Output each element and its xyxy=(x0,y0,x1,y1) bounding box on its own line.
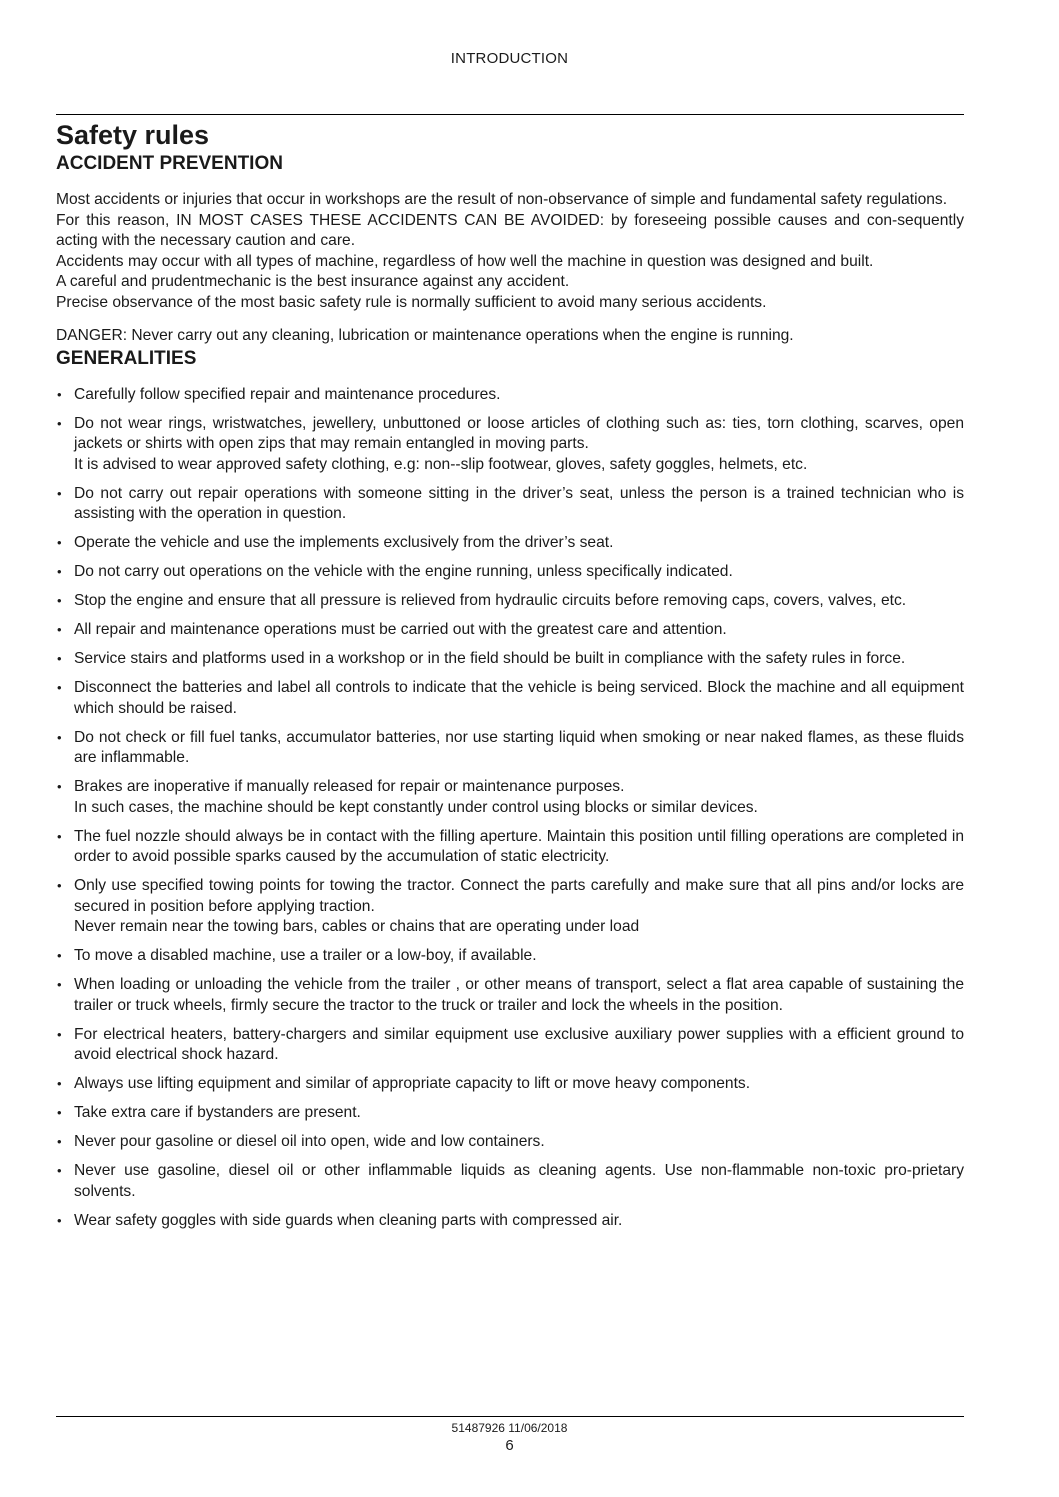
generalities-list xyxy=(56,385,964,1232)
list-item xyxy=(56,946,964,967)
running-header: INTRODUCTION xyxy=(450,50,569,67)
list-item-text: To move a disabled machine, use a trailer or a low-boy, if available. xyxy=(74,947,537,964)
bullet-icon: • xyxy=(57,1105,62,1120)
list-item-text: The fuel nozzle should always be in contact with the filling aperture. Maintain this position until filling operations are completed in order to avoid possible sparks caused by the accumulation of static electricity. xyxy=(74,827,964,865)
list-item xyxy=(56,975,964,1016)
list-item-text: Do not check or fill fuel tanks, accumulator batteries, nor use starting liquid when smoking or near naked flames, as these fluids are inflammable. xyxy=(74,728,964,766)
bullet-icon: • xyxy=(57,878,62,893)
list-item-text: Stop the engine and ensure that all pressure is relieved from hydraulic circuits before removing caps, covers, valves, etc. xyxy=(74,592,907,609)
list-item-text: Disconnect the batteries and label all controls to indicate that the vehicle is being serviced. Block the machine and all equipment which should be raised. xyxy=(74,679,964,717)
bullet-icon: • xyxy=(57,828,62,844)
list-item xyxy=(56,678,964,719)
list-item-text: Carefully follow specified repair and maintenance procedures. xyxy=(74,385,501,403)
danger-notice: DANGER: Never carry out any cleaning, lubrication or maintenance operations when the engine is running. xyxy=(56,327,794,344)
bullet-icon: • xyxy=(57,729,62,745)
footer-divider xyxy=(56,1416,964,1417)
list-item xyxy=(56,827,964,868)
list-item xyxy=(56,1074,964,1095)
list-item xyxy=(56,414,964,476)
bullet-icon: • xyxy=(57,415,62,431)
bullet-icon: • xyxy=(57,535,62,550)
bullet-icon: • xyxy=(57,1134,62,1149)
header-divider xyxy=(56,114,964,115)
list-item-text: Do not carry out repair operations with someone sitting in the driver’s seat, unless the person is a trained technician who is assisting with the operation in question. xyxy=(74,484,964,522)
list-item-text: Take extra care if bystanders are present. xyxy=(74,1104,361,1121)
list-item xyxy=(56,728,964,769)
bullet-icon: • xyxy=(57,485,62,501)
paragraph: A careful and prudentmechanic is the best insurance against any accident. xyxy=(56,273,570,290)
list-item xyxy=(56,777,964,818)
page-number: 6 xyxy=(505,1437,514,1454)
bullet-icon: • xyxy=(57,622,62,637)
page-title: Safety rules xyxy=(56,120,210,150)
bullet-icon: • xyxy=(57,1212,62,1228)
list-item xyxy=(56,591,964,612)
list-item-text: Only use specified towing points for towing the tractor. Connect the parts carefully and make sure that all pins and/or locks are secured in position before applying traction. xyxy=(74,877,964,915)
accident-prevention-text xyxy=(56,190,964,313)
bullet-icon: • xyxy=(57,1026,62,1042)
list-item-text: Always use lifting equipment and similar of appropriate capacity to lift or move heavy components. xyxy=(74,1075,751,1092)
paragraph: Precise observance of the most basic safety rule is normally sufficient to avoid many serious accidents. xyxy=(56,293,767,311)
bullet-icon: • xyxy=(57,977,62,992)
list-item xyxy=(56,562,964,583)
bullet-icon: • xyxy=(57,948,62,963)
document-code: 51487926 11/06/2018 xyxy=(451,1421,568,1435)
list-item-text: In such cases, the machine should be kept constantly under control using blocks or similar devices. xyxy=(74,798,758,816)
list-item-text: Never use gasoline, diesel oil or other inflammable liquids as cleaning agents. Use non-flammable non-toxic pro-prietary solvents. xyxy=(74,1162,964,1200)
bullet-icon: • xyxy=(57,1076,62,1091)
list-item-text: All repair and maintenance operations must be carried out with the greatest care and attention. xyxy=(74,621,727,638)
list-item xyxy=(56,385,964,406)
list-item-text: Brakes are inoperative if manually released for repair or maintenance purposes. xyxy=(74,778,625,795)
bullet-icon: • xyxy=(57,386,62,402)
list-item xyxy=(56,484,964,525)
bullet-icon: • xyxy=(57,680,62,695)
bullet-icon: • xyxy=(57,564,62,579)
list-item-text: Wear safety goggles with side guards when cleaning parts with compressed air. xyxy=(74,1211,623,1229)
list-item xyxy=(56,1025,964,1066)
bullet-icon: • xyxy=(57,651,62,666)
paragraph: Accidents may occur with all types of machine, regardless of how well the machine in question was designed and built. xyxy=(56,252,874,270)
list-item-text: Never pour gasoline or diesel oil into open, wide and low containers. xyxy=(74,1133,545,1150)
bullet-icon: • xyxy=(57,1163,62,1178)
list-item-text: Service stairs and platforms used in a workshop or in the field should be built in compliance with the safety rules in force. xyxy=(74,650,906,667)
list-item xyxy=(56,876,964,938)
list-item xyxy=(56,620,964,641)
list-item-text: Never remain near the towing bars, cables or chains that are operating under load xyxy=(74,918,640,935)
list-item-text: When loading or unloading the vehicle from the trailer , or other means of transport, select a flat area capable of sustaining the trailer or truck wheels, firmly secure the tractor to the truck or trailer and lock the wheels in the position. xyxy=(74,976,964,1014)
list-item-text: For electrical heaters, battery-chargers and similar equipment use exclusive auxiliary power supplies with a efficient ground to avoid electrical shock hazard. xyxy=(74,1025,964,1063)
list-item-text: Do not carry out operations on the vehicle with the engine running, unless specifically indicated. xyxy=(74,563,733,580)
list-item xyxy=(56,1211,964,1232)
list-item xyxy=(56,1161,964,1202)
list-item-text: It is advised to wear approved safety clothing, e.g: non--slip footwear, gloves, safety goggles, helmets, etc. xyxy=(74,455,808,473)
accident-prevention-heading: ACCIDENT PREVENTION xyxy=(56,153,283,174)
list-item xyxy=(56,1132,964,1153)
page-body xyxy=(56,118,964,1240)
list-item xyxy=(56,533,964,554)
bullet-icon: • xyxy=(57,593,62,608)
paragraph: For this reason, IN MOST CASES THESE ACCIDENTS CAN BE AVOIDED: by foreseeing possible causes and con-sequently acting with the necessary caution and care. xyxy=(56,211,964,249)
generalities-heading: GENERALITIES xyxy=(56,347,197,369)
list-item-text: Operate the vehicle and use the implements exclusively from the driver’s seat. xyxy=(74,534,614,551)
list-item xyxy=(56,649,964,670)
paragraph: Most accidents or injuries that occur in workshops are the result of non-observance of simple and fundamental safety regulations. xyxy=(56,191,948,208)
list-item-text: Do not wear rings, wristwatches, jewellery, unbuttoned or loose articles of clothing such as: ties, torn clothing, scarves, open jackets or shirts with open zips that may remain entangled in moving parts. xyxy=(74,414,964,452)
bullet-icon: • xyxy=(57,779,62,794)
list-item xyxy=(56,1103,964,1124)
